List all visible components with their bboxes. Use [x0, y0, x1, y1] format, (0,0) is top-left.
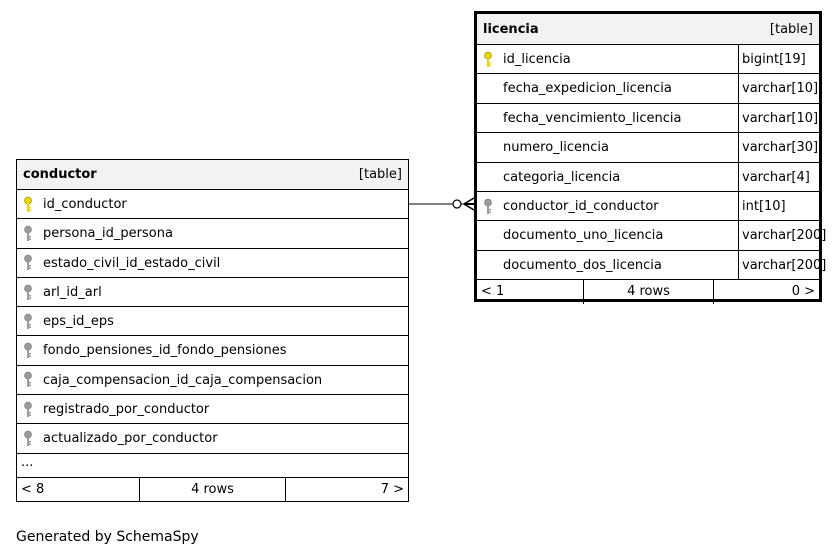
- column-type: int[10]: [738, 192, 786, 220]
- table-licencia[interactable]: [474, 11, 827, 302]
- ellipsis-text: ...: [21, 454, 34, 470]
- column-name: eps_id_eps: [43, 314, 114, 330]
- row-count: 4 rows: [627, 284, 670, 300]
- column-row[interactable]: [17, 219, 408, 248]
- children-count[interactable]: 0 >: [791, 284, 815, 300]
- column-name: conductor_id_conductor: [503, 198, 659, 214]
- column-type: varchar[200]: [738, 221, 826, 249]
- foreign-key-icon: [23, 371, 33, 389]
- table-footer: [477, 280, 819, 304]
- column-name: arl_id_arl: [43, 284, 102, 300]
- foreign-key-icon: [23, 284, 33, 302]
- column-name: fecha_expedicion_licencia: [503, 81, 672, 97]
- column-name: documento_uno_licencia: [503, 228, 664, 244]
- row-count: 4 rows: [191, 481, 234, 497]
- column-row[interactable]: [477, 163, 819, 192]
- column-row[interactable]: [477, 133, 819, 162]
- children-count[interactable]: 7 >: [380, 481, 404, 497]
- column-row[interactable]: [17, 278, 408, 307]
- parents-count[interactable]: < 8: [21, 481, 45, 497]
- column-name: fondo_pensiones_id_fondo_pensiones: [43, 343, 287, 359]
- column-row[interactable]: [17, 249, 408, 278]
- primary-key-icon: [483, 51, 493, 69]
- column-row[interactable]: [477, 45, 819, 74]
- foreign-key-icon: [23, 225, 33, 243]
- column-name: numero_licencia: [503, 140, 609, 156]
- column-name: caja_compensacion_id_caja_compensacion: [43, 372, 323, 388]
- generated-by-caption: Generated by SchemaSpy: [16, 529, 199, 545]
- column-row[interactable]: [17, 336, 408, 365]
- table-name: conductor: [23, 167, 97, 182]
- foreign-key-icon: [23, 430, 33, 448]
- column-name: fecha_vencimiento_licencia: [503, 110, 682, 126]
- column-row[interactable]: [477, 251, 827, 280]
- column-row[interactable]: [477, 104, 819, 133]
- column-name: documento_dos_licencia: [503, 257, 662, 273]
- column-name: registrado_por_conductor: [43, 402, 210, 418]
- column-name: categoria_licencia: [503, 169, 621, 185]
- foreign-key-icon: [23, 313, 33, 331]
- column-name: id_licencia: [503, 52, 571, 67]
- foreign-key-icon: [483, 198, 493, 216]
- column-name: actualizado_por_conductor: [43, 431, 218, 447]
- column-type: varchar[4]: [738, 163, 810, 191]
- column-row[interactable]: [477, 192, 819, 221]
- table-name: licencia: [483, 22, 539, 37]
- column-row[interactable]: [477, 221, 827, 250]
- column-type: varchar[10]: [738, 74, 818, 102]
- column-type: varchar[10]: [738, 104, 818, 132]
- column-name: id_conductor: [43, 197, 127, 212]
- column-row[interactable]: [17, 424, 408, 453]
- table-conductor[interactable]: [16, 159, 409, 502]
- column-row[interactable]: [17, 395, 408, 424]
- foreign-key-icon: [23, 254, 33, 272]
- foreign-key-icon: [23, 342, 33, 360]
- table-footer: [17, 478, 408, 502]
- crowfoot-upper: [464, 198, 474, 204]
- table-kind-label: [table]: [358, 167, 402, 182]
- table-kind-label: [table]: [769, 22, 813, 37]
- foreign-key-icon: [23, 401, 33, 419]
- column-row[interactable]: [477, 74, 819, 103]
- column-type: varchar[200]: [738, 251, 826, 279]
- column-type: bigint[19]: [738, 45, 806, 73]
- column-row[interactable]: [17, 190, 408, 219]
- more-columns-ellipsis: [17, 454, 408, 478]
- parents-count[interactable]: < 1: [481, 284, 505, 300]
- zero-cardinality-marker: [453, 200, 461, 208]
- column-name: persona_id_persona: [43, 226, 173, 242]
- table-header: [17, 160, 408, 190]
- column-row[interactable]: [17, 366, 408, 395]
- table-header: [477, 14, 819, 45]
- crowfoot-lower: [464, 204, 474, 210]
- column-type: varchar[30]: [738, 133, 818, 161]
- primary-key-icon: [23, 196, 33, 214]
- column-name: estado_civil_id_estado_civil: [43, 255, 221, 271]
- column-row[interactable]: [17, 307, 408, 336]
